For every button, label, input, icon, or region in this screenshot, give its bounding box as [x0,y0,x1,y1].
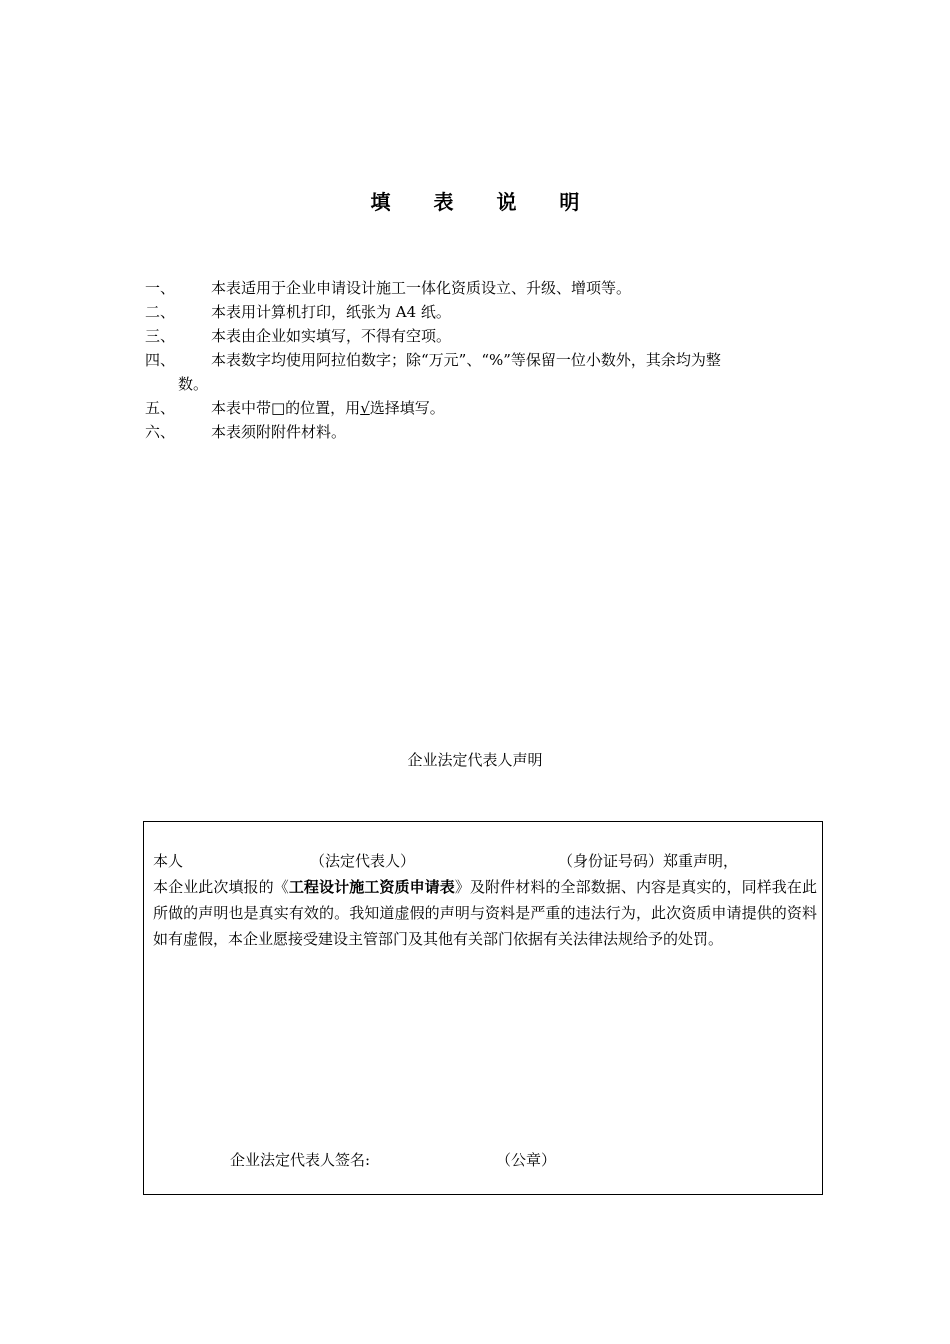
instruction-text: 本表用计算机打印，纸张为 A4 纸。 [211,303,451,321]
page-title: 填 表 说 明 [370,190,598,214]
checkmark-icon: √ [360,399,370,417]
instruction-number: 一、 [145,279,176,297]
instruction-text: 本表由企业如实填写，不得有空项。 [211,327,452,345]
id-number-label: （身份证号码）郑重声明， [558,852,739,870]
instruction-item [145,300,815,324]
seal-label: （公章） [496,1151,557,1169]
instruction-continuation: 数。 [178,375,209,393]
instruction-number: 五、 [145,399,176,417]
instruction-text: 本表须附附件材料。 [211,423,347,441]
instructions-list [145,276,815,444]
declaration-body-suffix: 》及附件材料的全部数据、内容是真实的，同样我在此所做的声明也是真实有效的。我知道虚假的声明与资料是严重的违法行为，此次资质申请提供的资料如有虚假，本企业愿接受建设主管部门及其他有关部门依据有关法律法规给予的处罚。 [153,878,817,948]
instruction-item [145,396,815,420]
declaration-box [143,821,823,1195]
legal-rep-label: （法定代表人） [310,852,416,870]
instruction-item [145,276,815,300]
instruction-text: 本表适用于企业申请设计施工一体化资质设立、升级、增项等。 [211,279,632,297]
signature-label: 企业法定代表人签名: [230,1151,371,1169]
instruction-number: 三、 [145,327,176,345]
instruction-number: 四、 [145,351,176,369]
instruction-text-after: 选择填写。 [369,399,445,417]
instruction-item [145,420,815,444]
declaration-prefix: 本人 [153,852,184,870]
instruction-text: 本表数字均使用阿拉伯数字；除“万元”、“%”等保留一位小数外，其余均为整 [211,351,721,369]
declaration-heading: 企业法定代表人声明 [407,751,543,769]
instruction-number: 二、 [145,303,176,321]
instruction-item [145,324,815,348]
instruction-text [211,396,815,420]
instruction-text-before: 本表中带□的位置，用 [211,399,361,417]
instruction-item [145,348,815,372]
declaration-body [153,874,817,952]
instruction-number: 六、 [145,423,176,441]
declaration-body-prefix: 本企业此次填报的《 [153,878,289,896]
form-name: 工程设计施工资质申请表 [288,878,455,896]
